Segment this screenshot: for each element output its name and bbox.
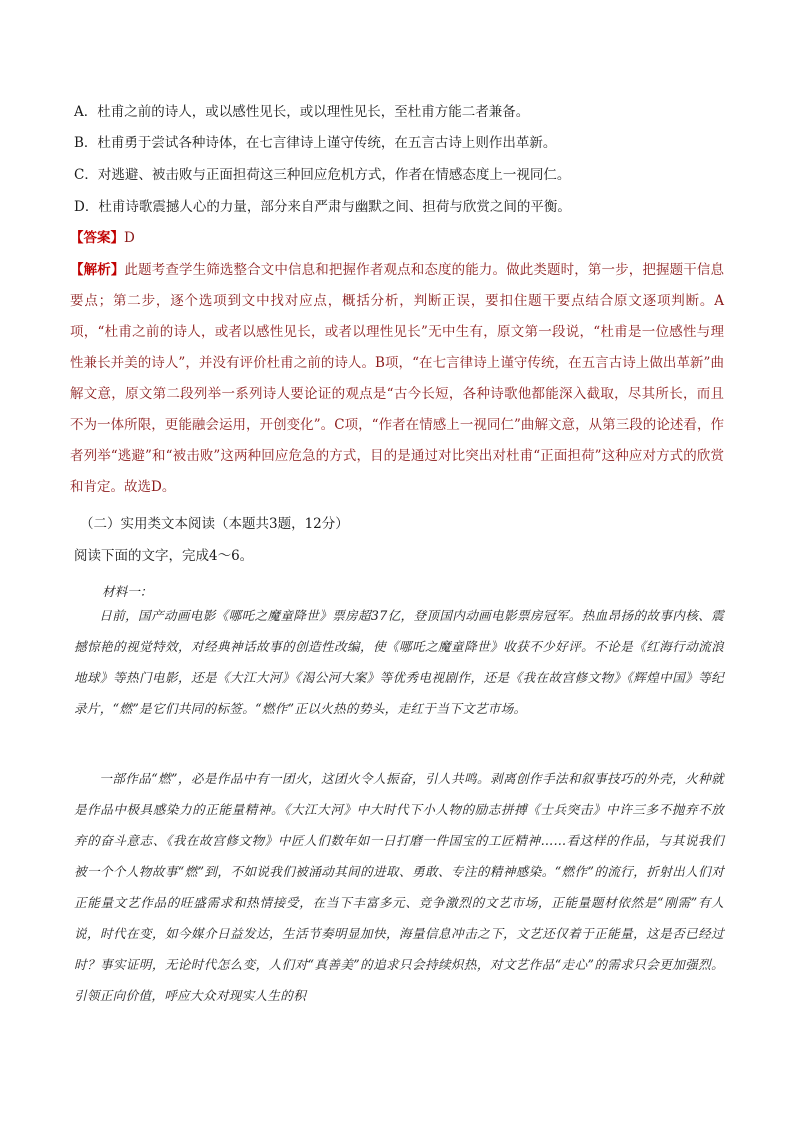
section-title: （二）实用类文本阅读（本题共3题，12分） <box>80 516 349 532</box>
option-c: C．对逃避、被击败与正面担荷这三种回应危机方式，作者在情感态度上一视同仁。 <box>74 167 571 183</box>
material-paragraph-1: 日前，国产动画电影《哪吒之魔童降世》票房超37亿，登顶国内动画电影票房冠军。热血昂扬的故事内核、震撼惊艳的视觉特效，对经典神话故事的创造性改编，使《哪吒之魔童降世》收获不少好评。不论是《红海行动流浪地球》等热门电影，还是《大江大河》《渴公河大案》等优秀电视剧作，还是《我在故宫修文物》《辉煌中国》等纪录片，“燃”是它们共同的标签。“燃作”正以火热的势头，走红于当下文艺市场。 <box>74 608 724 716</box>
option-b: B．杜甫勇于尝试各种诗体，在七言律诗上谨守传统，在五言古诗上则作出革新。 <box>74 135 557 151</box>
option-a: A．杜甫之前的诗人，或以感性见长，或以理性见长，至杜甫方能二者兼备。 <box>74 104 530 120</box>
analysis-paragraph <box>70 255 724 503</box>
material-paragraph-2: 一部作品“燃”，必是作品中有一团火，这团火令人振奋，引人共鸣。剥离创作手法和叙事技巧的外壳，火种就是作品中极具感染力的正能量精神。《大江大河》中大时代下小人物的励志拼搏《士兵突击》中许三多不抛弃不放弃的奋斗意志、《我在故宫修文物》中匠人们数年如一日打磨一件国宝的工匠精神……看这样的作品，与其说我们被一个个人物故事“燃”到，不如说我们被涌动其间的进取、勇敢、专注的精神感染。“燃作”的流行，折射出人们对正能量文艺作品的旺盛需求和热情接受，在当下丰富多元、竞争激烈的文艺市场，正能量题材依然是“刚需”有人说，时代在变，如今媒介日益发达，生活节奏明显加快，海量信息冲击之下，文艺还仅着于正能量，这是否已经过时？事实证明，无论时代怎么变，人们对“真善美”的追求只会持续炽热，对文艺作品“走心”的需求只会更加强烈。引领正向价值，呼应大众对现实人生的积 <box>74 771 724 1003</box>
answer-line <box>70 229 135 247</box>
answer-value: D <box>124 230 135 246</box>
answer-tag: 【答案】 <box>70 230 124 246</box>
instruction: 阅读下面的文字，完成4～6。 <box>74 548 254 564</box>
material-label: 材料一： <box>102 584 153 599</box>
analysis-text: 此题考查学生筛选整合文中信息和把握作者观点和态度的能力。做此类题时，第一步，把握题干信息要点；第二步，逐个选项到文中找对应点，概括分析，判断正误，要扣住题干要点结合原文逐项判断。A项，“杜甫之前的诗人，或者以感性见长，或者以理性见长”无中生有，原文第一段说，“杜甫是一位感性与理性兼长并美的诗人”，并没有评价杜甫之前的诗人。B项，“在七言律诗上谨守传统，在五言古诗上做出革新”曲解文意，原文第二段列举一系列诗人要论证的观点是“古今长短，各种诗歌他都能深入截取，尽其所长，而且不为一体所限，更能融会运用，开创变化”。C项，“作者在情感上一视同仁”曲解文意，从第三段的论述看，作者列举“逃避”和“被击败”这两种回应危急的方式，目的是通过对比突出对杜甫“正面担荷”这种应对方式的欣赏和肯定。故选D。 <box>70 262 725 495</box>
option-d: D．杜甫诗歌震撼人心的力量，部分来自严肃与幽默之间、担荷与欣赏之间的平衡。 <box>74 199 571 215</box>
analysis-tag: 【解析】 <box>70 262 125 278</box>
